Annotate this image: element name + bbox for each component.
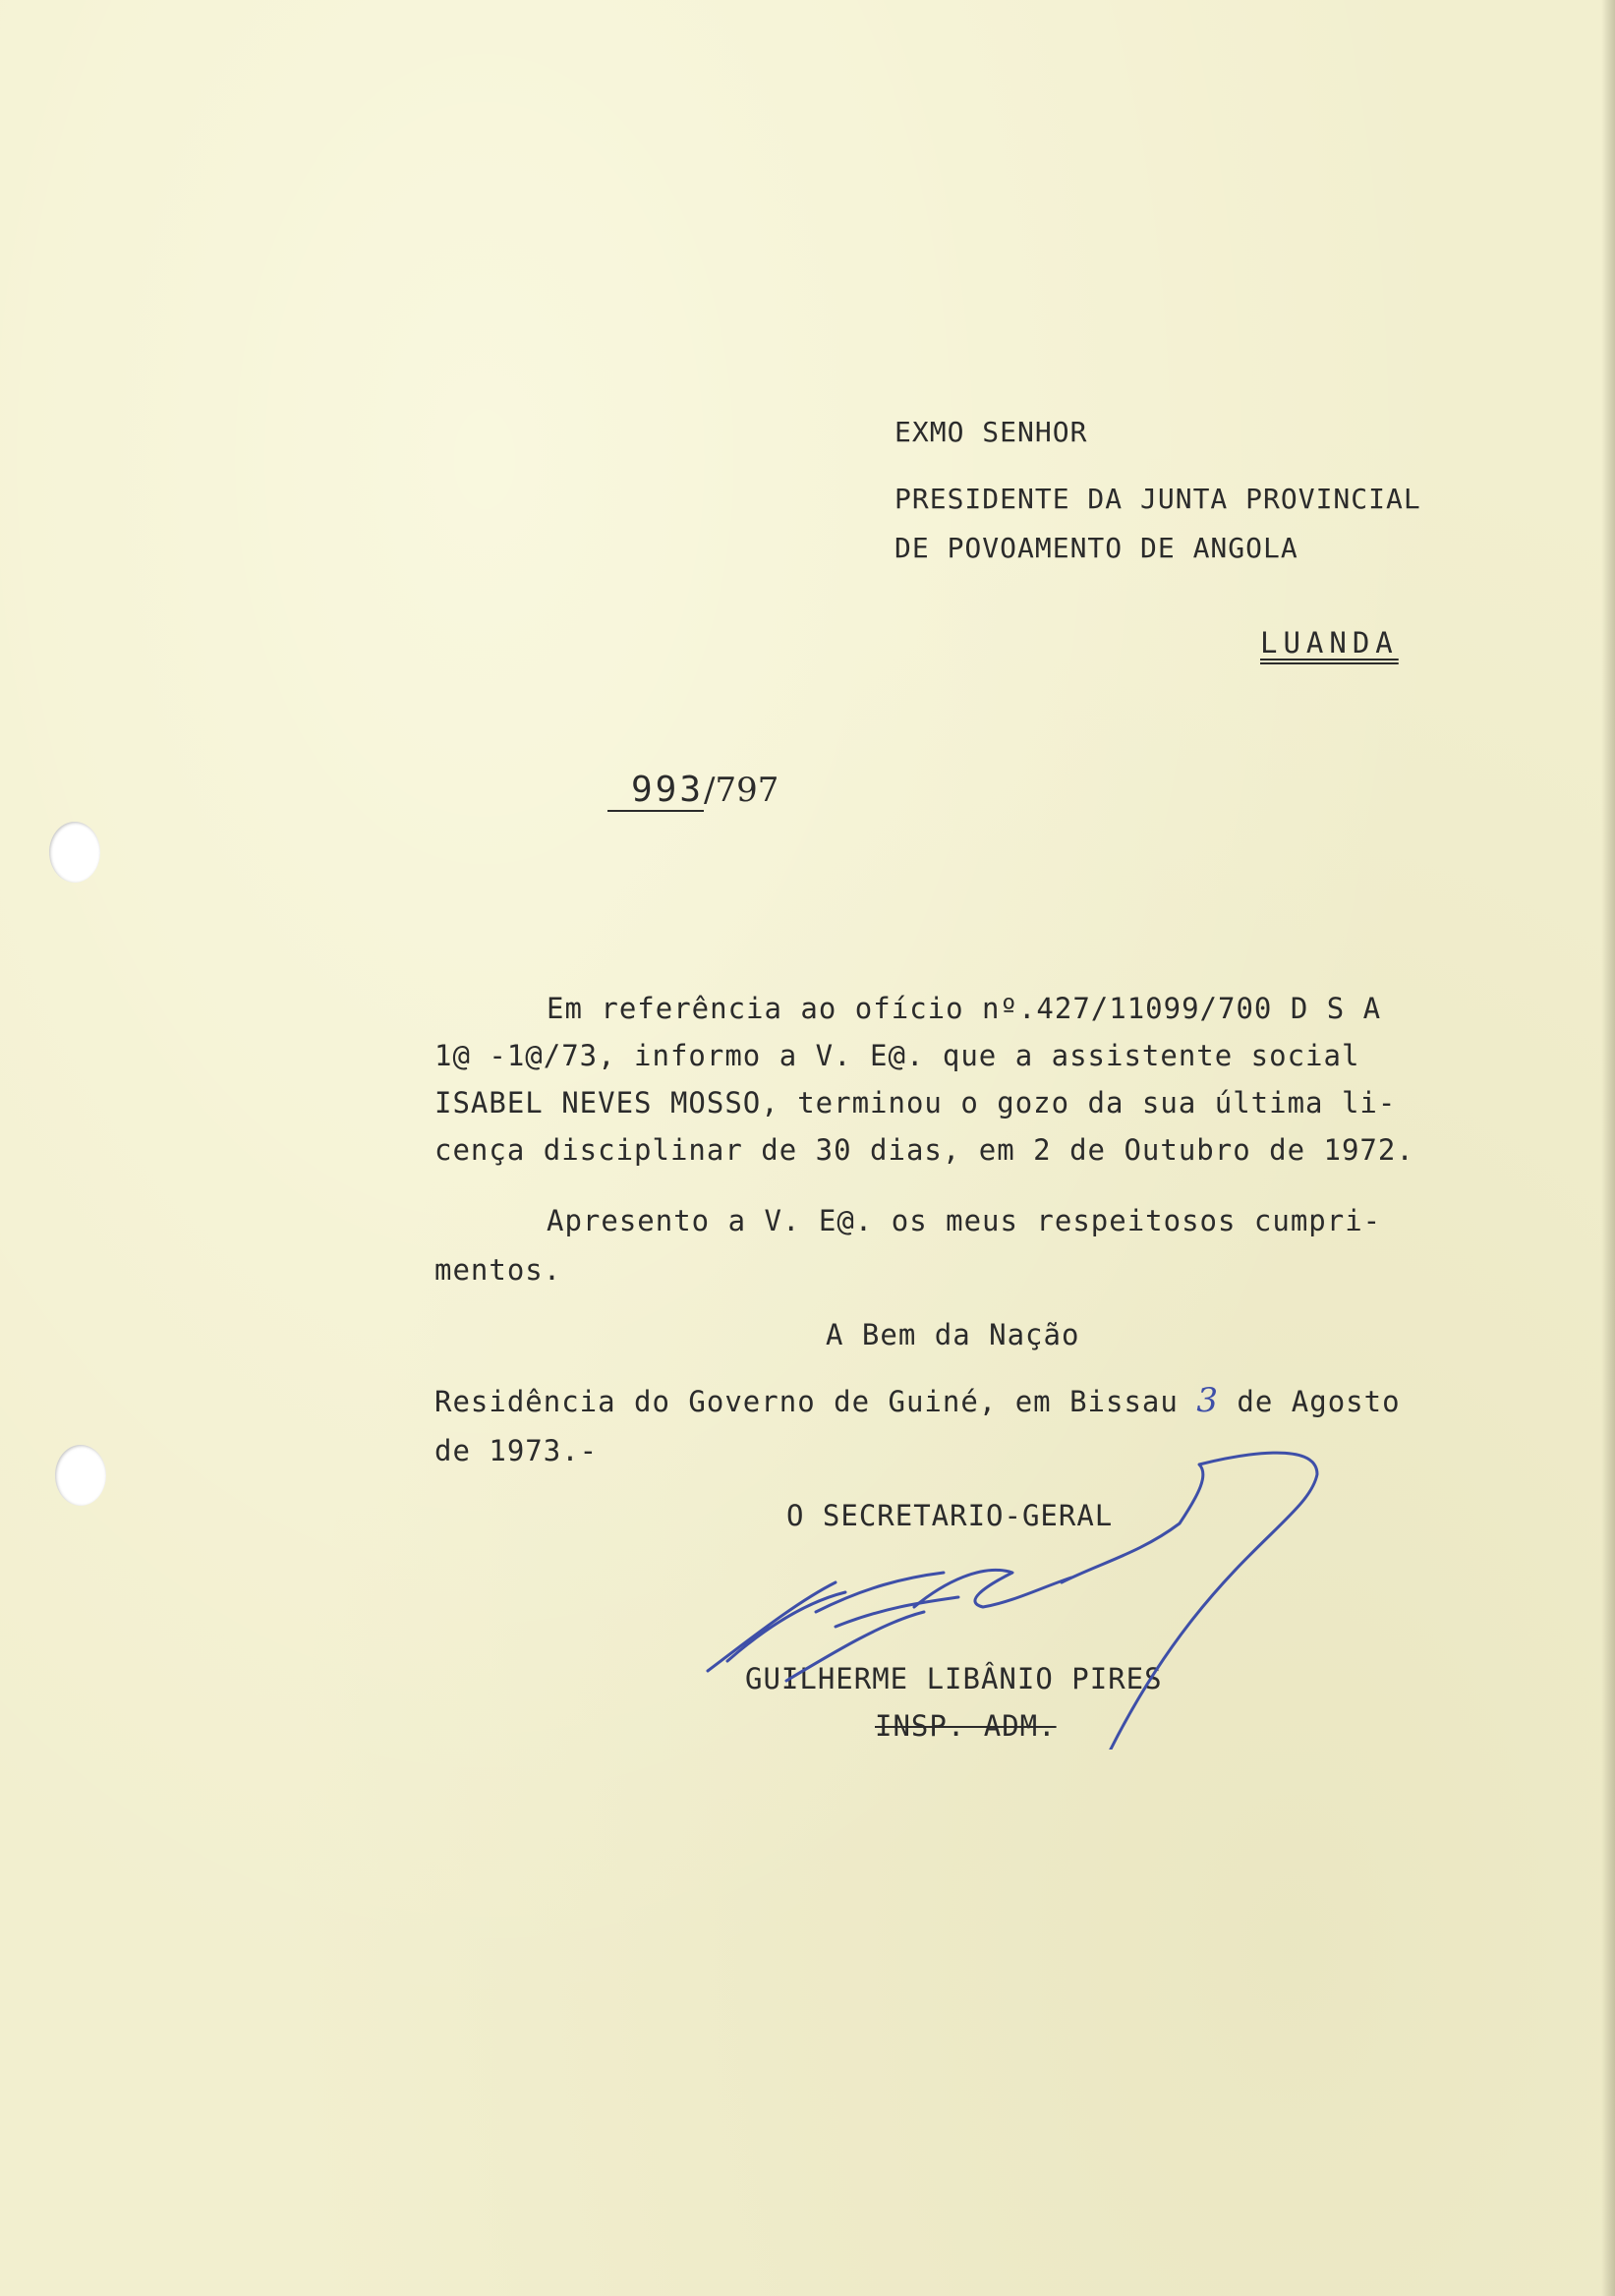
date-year: de 1973.- xyxy=(434,1434,599,1467)
closing-formula: A Bem da Nação xyxy=(826,1318,1080,1351)
recipient-line-1: PRESIDENTE DA JUNTA PROVINCIAL xyxy=(894,483,1421,515)
recipient-line-2: DE POVOAMENTO DE ANGOLA xyxy=(894,532,1298,564)
body-line-5: Apresento a V. E@. os meus respeitosos cumpri- xyxy=(547,1204,1382,1237)
punch-hole-top xyxy=(49,822,100,883)
handwritten-signature xyxy=(688,1415,1337,1750)
handwritten-day: 3 xyxy=(1196,1381,1219,1420)
reference-stamp: 993 xyxy=(607,770,704,812)
body-line-3: ISABEL NEVES MOSSO, terminou o gozo da sua última li- xyxy=(434,1086,1397,1119)
reference-suffix: /797 xyxy=(704,771,779,810)
place-text: Residência do Governo de Guiné, em Bissau xyxy=(434,1385,1197,1418)
signatory-role: INSP. ADM. xyxy=(875,1709,1057,1743)
reference-number xyxy=(607,769,779,812)
body-line-2: 1@ -1@/73, informo a V. E@. que a assistente social xyxy=(434,1039,1360,1072)
punch-hole-bottom xyxy=(55,1445,106,1506)
body-line-1: Em referência ao ofício nº.427/11099/700 D S A xyxy=(547,992,1382,1025)
recipient-salutation: EXMO SENHOR xyxy=(894,416,1088,448)
page-edge-shadow xyxy=(1601,0,1615,2296)
body-line-4: cença disciplinar de 30 dias, em 2 de Outubro de 1972. xyxy=(434,1133,1414,1167)
month-text: de Agosto xyxy=(1218,1385,1401,1418)
body-line-6: mentos. xyxy=(434,1253,562,1287)
signatory-name: GUILHERME LIBÂNIO PIRES xyxy=(745,1662,1163,1695)
recipient-city: LUANDA xyxy=(1260,626,1399,660)
signatory-title: O SECRETARIO-GERAL xyxy=(786,1499,1114,1532)
